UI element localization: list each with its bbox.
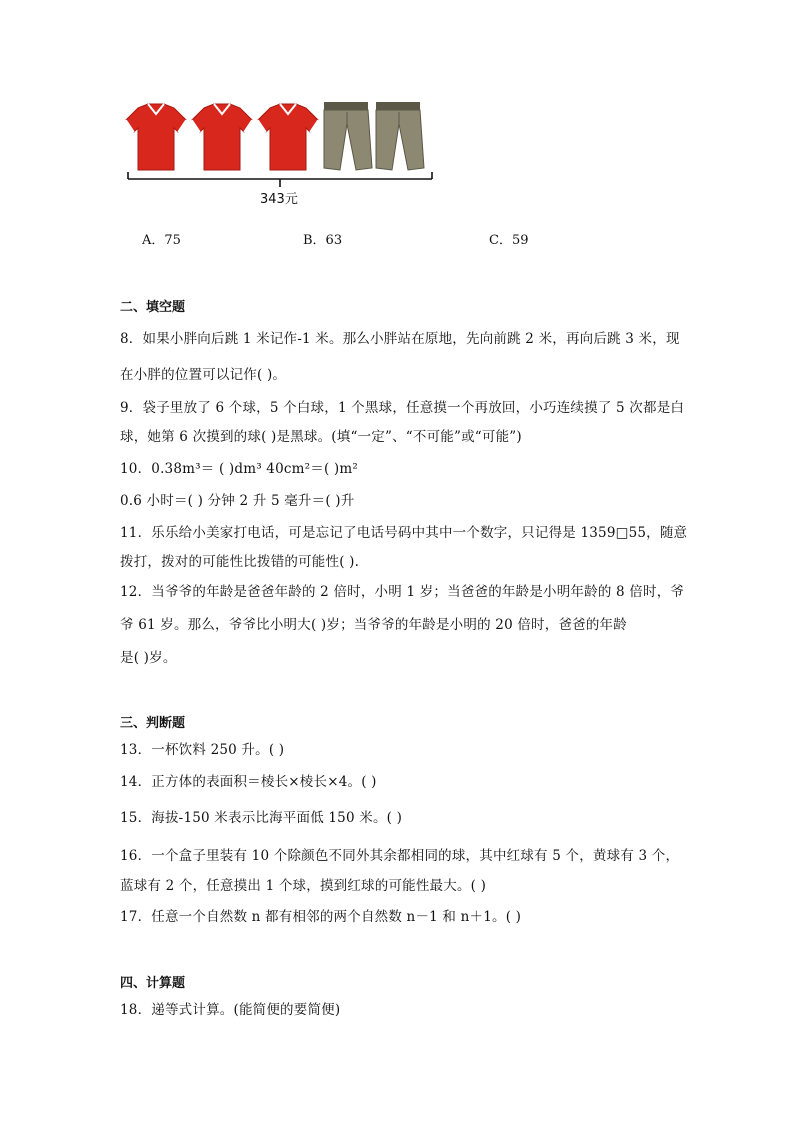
section-heading-fill: 二、填空题 xyxy=(120,300,186,315)
pants-icon xyxy=(376,102,424,170)
question-12-line-3: 是( )岁。 xyxy=(120,650,177,666)
pants-icon xyxy=(324,102,372,170)
option-b: B．63 xyxy=(303,233,343,248)
section-heading-judge: 三、判断题 xyxy=(120,716,186,731)
question-12-line-1: 12．当爷爷的年龄是爸爸年龄的 2 倍时，小明 1 岁；当爸爸的年龄是小明年龄的 8 倍时，爷 xyxy=(120,584,685,600)
section-heading-calc: 四、计算题 xyxy=(120,976,186,991)
option-a: A．75 xyxy=(142,233,181,248)
shirt-icon xyxy=(192,104,252,170)
question-18: 18．递等式计算。(能简便的要简便) xyxy=(120,1002,341,1018)
question-9-line-1: 9．袋子里放了 6 个球，5 个白球，1 个黑球，任意摸一个再放回，小巧连续摸了 5 次都是白 xyxy=(120,400,685,416)
clothing-figure xyxy=(118,100,438,210)
question-8-line-2: 在小胖的位置可以记作( )。 xyxy=(120,367,287,383)
question-15: 15．海拔-150 米表示比海平面低 150 米。( ) xyxy=(120,810,403,826)
question-16-line-1: 16．一个盒子里装有 10 个除颜色不同外其余都相同的球，其中红球有 5 个，黄球有 3 个， xyxy=(120,848,680,864)
question-13: 13．一杯饮料 250 升。( ) xyxy=(120,742,285,758)
question-10-line-2: 0.6 小时＝( ) 分钟 2 升 5 毫升＝( )升 xyxy=(120,493,355,509)
question-10-line-1: 10．0.38m³＝ ( )dm³ 40cm²＝( )m² xyxy=(120,461,359,477)
question-8-line-1: 8．如果小胖向后跳 1 米记作-1 米。那么小胖站在原地，先向前跳 2 米，再向后跳 3 米，现 xyxy=(120,331,680,347)
total-price-label: 343元 xyxy=(260,192,298,207)
option-c: C．59 xyxy=(489,233,529,248)
question-14: 14．正方体的表面积＝棱长×棱长×4。( ) xyxy=(120,774,377,790)
question-12-line-2: 爷 61 岁。那么，爷爷比小明大( )岁；当爷爷的年龄是小明的 20 倍时，爸爸的年龄 xyxy=(120,617,627,633)
question-11-line-2: 拨打，拨对的可能性比拨错的可能性( ). xyxy=(120,554,360,570)
question-9-line-2: 球，她第 6 次摸到的球( )是黑球。(填“一定”、“不可能”或“可能”) xyxy=(120,429,522,445)
total-bracket xyxy=(128,172,432,187)
shirt-icon xyxy=(258,104,318,170)
shirt-icon xyxy=(126,104,186,170)
question-16-line-2: 蓝球有 2 个，任意摸出 1 个球，摸到红球的可能性最大。( ) xyxy=(120,878,487,894)
question-11-line-1: 11．乐乐给小美家打电话，可是忘记了电话号码中其中一个数字，只记得是 1359□55，随意 xyxy=(120,525,688,541)
question-17: 17．任意一个自然数 n 都有相邻的两个自然数 n－1 和 n＋1。( ) xyxy=(120,909,522,925)
